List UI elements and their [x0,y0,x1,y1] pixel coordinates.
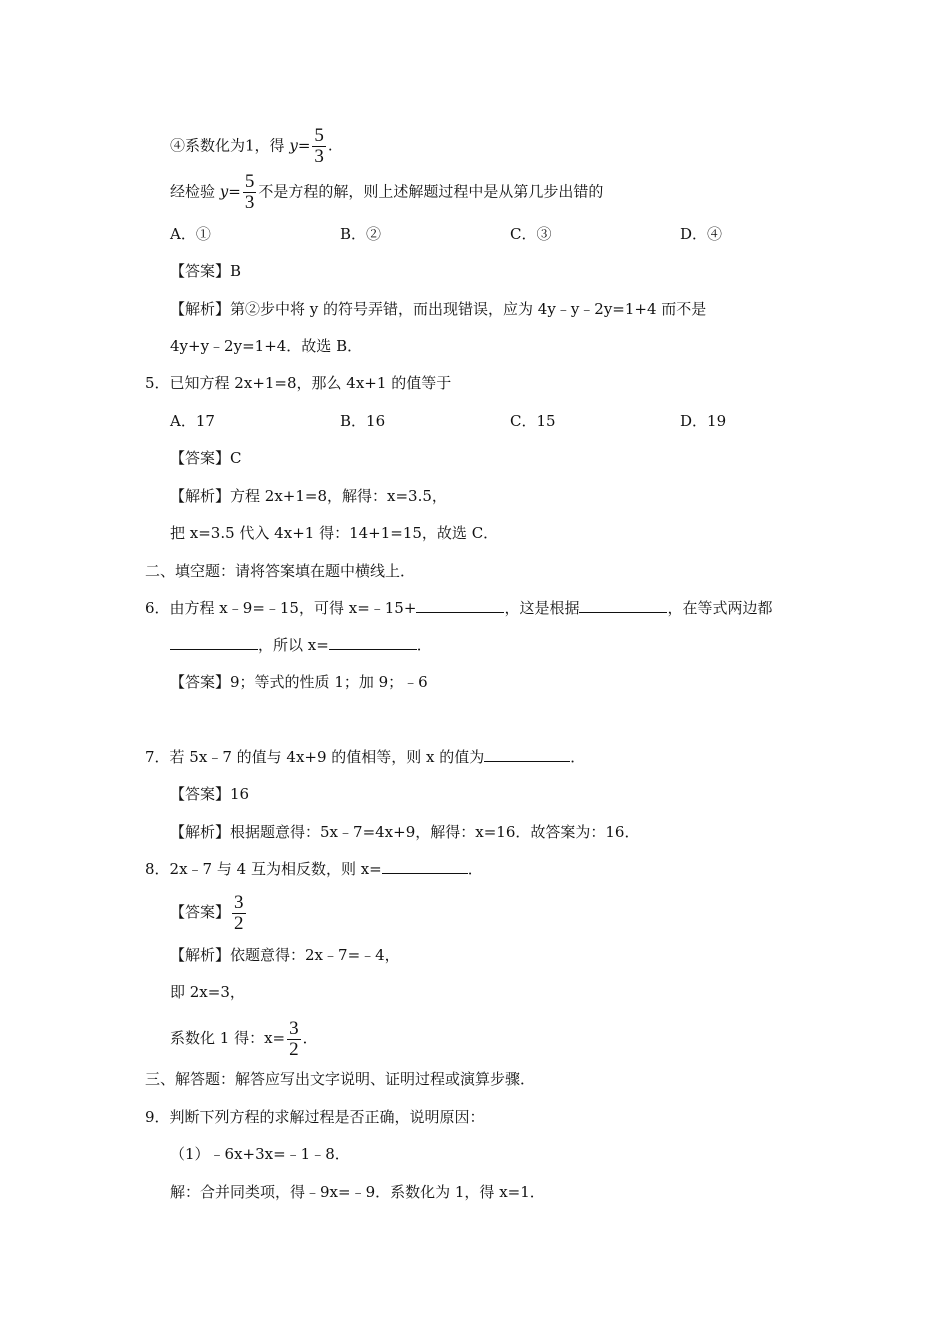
q8-analysis-line3-end: ． [302,1029,318,1047]
q9-solution: 解：合并同类项，得﹣9x=﹣9．系数化为 1，得 x=1． [170,1183,545,1201]
q7-answer-value: 16 [230,785,250,803]
q4-step4-prefix: ④系数化为1，得 [170,136,285,155]
q9-part1: （1）﹣6x+3x=﹣1﹣8． [170,1145,350,1163]
q4-check [170,172,603,213]
q6-answer-label: 【答案】 [170,673,231,691]
q4-analysis-line1 [170,298,706,320]
q4-check-suffix: 不是方程的解，则上述解题过程中是从第几步出错的 [258,182,604,201]
q4-step4-eq: = [297,136,311,155]
q5-option-d: D．19 [680,412,727,430]
q6-blank-2[interactable] [579,597,667,613]
q8-answer-fraction [232,893,246,934]
q6-stem-line2 [170,634,432,656]
q4-option-d: D．④ [680,225,723,243]
q7-answer-label: 【答案】 [170,785,231,803]
q6-stem-c: ，在等式两边都 [667,599,773,617]
q6-answer [170,671,428,693]
q4-analysis-label: 【解析】 [170,300,231,318]
q6-blank-3[interactable] [170,634,258,650]
q8-analysis-line2: 即 2x=3， [170,983,245,1001]
q5-analysis-line2: 把 x=3.5 代入 4x+1 得：14+1=15，故选 C． [170,524,499,542]
q4-analysis-text1: 第②步中将 y 的符号弄错，而出现错误，应为 4y﹣y﹣2y=1+4 而不是 [230,300,707,318]
q6-blank-4[interactable] [329,634,417,650]
q8-stem [145,858,483,880]
q8-analysis-line3-prefix: 系数化 1 得：x= [170,1029,286,1047]
q7-stem-b: ． [570,748,586,766]
q4-step4-fraction [312,126,326,167]
q8-stem-b: ． [467,860,483,878]
q4-option-a: A．① [170,225,211,243]
q5-answer-value: C [230,449,242,467]
q5-option-b: B．16 [340,412,386,430]
q6-stem-b: ，这是根据 [504,599,580,617]
section2-heading: 二、填空题：请将答案填在题中横线上． [145,562,416,580]
q4-step4-denominator: 3 [314,146,324,167]
q7-answer [170,783,249,805]
q8-analysis-line1 [170,944,400,966]
q8-blank[interactable] [382,858,468,874]
q7-stem-a: 7．若 5x﹣7 的值与 4x+9 的值相等，则 x 的值为 [145,748,485,766]
q7-analysis [170,821,639,843]
q6-answer-value: 9；等式的性质 1；加 9；﹣6 [230,673,428,691]
q4-step4-numerator: 5 [314,125,324,146]
q4-check-eq: = [228,182,241,201]
q4-answer-label: 【答案】 [170,262,231,280]
q7-blank[interactable] [484,746,570,762]
q6-stem-e: ． [416,636,432,654]
q4-check-prefix: 经检验 [170,182,216,201]
q5-analysis-label: 【解析】 [170,487,231,505]
q8-answer [170,890,248,934]
q6-stem-line1 [145,597,772,619]
q5-stem: 5．已知方程 2x+1=8，那么 4x+1 的值等于 [145,374,452,392]
q7-analysis-text: 根据题意得：5x﹣7=4x+9，解得：x=16．故答案为：16． [230,823,640,841]
q8-stem-a: 8．2x﹣7 与 4 互为相反数，则 x= [145,860,382,878]
q4-answer-value: B [230,262,242,280]
q8-analysis-text1: 依题意得：2x﹣7=﹣4， [230,946,400,964]
q4-step4-end: . [327,136,333,155]
section3-heading: 三、解答题：解答应写出文字说明、证明过程或演算步骤． [145,1070,536,1088]
q8-answer-numerator: 3 [234,891,244,913]
q5-option-c: C．15 [510,412,556,430]
q4-step4-var: y [289,136,298,155]
q8-analysis-fraction [287,1019,301,1060]
q5-answer [170,447,242,469]
q4-check-var: y [219,182,229,201]
q5-analysis-line1 [170,485,447,507]
q4-option-c: C．③ [510,225,552,243]
q4-answer [170,260,241,282]
q4-check-numerator: 5 [244,171,255,192]
q4-analysis-line2: 4y+y﹣2y=1+4．故选 B． [170,337,363,355]
q7-analysis-label: 【解析】 [170,823,231,841]
q8-analysis-denominator: 2 [289,1038,299,1060]
q4-option-b: B．② [340,225,382,243]
q5-option-a: A．17 [170,412,215,430]
q4-check-denominator: 3 [244,192,255,213]
q8-analysis-label: 【解析】 [170,946,231,964]
q8-analysis-numerator: 3 [289,1017,299,1039]
q7-stem [145,746,585,768]
q6-stem-d: ，所以 x= [258,636,329,654]
q8-analysis-line3 [170,1016,318,1060]
q6-stem-a: 6．由方程 x﹣9=﹣15，可得 x=﹣15+ [145,599,417,617]
q9-stem: 9．判断下列方程的求解过程是否正确，说明原因： [145,1108,485,1126]
q4-step4 [170,126,333,167]
q4-check-fraction [243,172,257,213]
q5-analysis-text1: 方程 2x+1=8，解得：x=3.5， [230,487,447,505]
q6-blank-1[interactable] [416,597,504,613]
q5-answer-label: 【答案】 [170,449,231,467]
q8-answer-denominator: 2 [234,912,244,934]
q8-answer-label: 【答案】 [170,903,231,921]
